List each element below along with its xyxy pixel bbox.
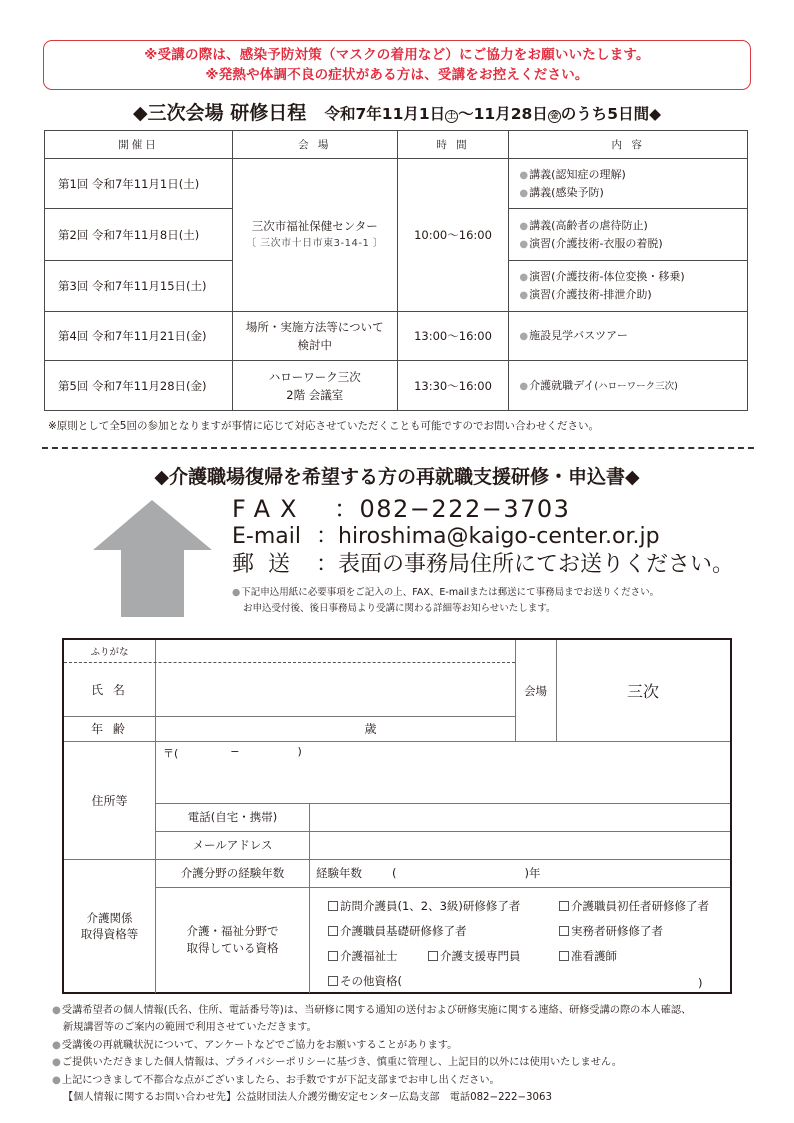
cert-checkbox-other[interactable] (328, 973, 402, 989)
venue-name: 三次市福祉保健センター (251, 219, 378, 233)
session-venue (232, 159, 397, 312)
session-date: 第4回 令和7年11月21日(金) (45, 312, 233, 361)
content-item: ● 講義(感染予防) (519, 184, 747, 202)
qualification-label (64, 859, 155, 993)
session-time: 13:30～16:00 (397, 361, 509, 411)
email-label: E-mail (232, 524, 301, 549)
post-label: 郵送 (232, 552, 305, 577)
fax-label: FAX (232, 495, 307, 523)
cert-other-close: ) (698, 976, 703, 990)
cert-checkbox-assistant-nurse[interactable] (559, 948, 617, 964)
contact-note: お申込受付後、後日事務局より受講に関わる詳細等お知らせいたします。 (243, 603, 556, 614)
content-item-main: 介護就職デイ (529, 378, 595, 392)
session-time: 10:00～16:00 (397, 159, 509, 312)
privacy-item: ● 受講希望者の個人情報(氏名、住所、電話番号等)は、当研修に関する通知の送付および研修実施に関する連絡、研修受講の際の本人確認、 (52, 1002, 772, 1019)
privacy-item: ● ご提供いただきました個人情報は、プライバシーポリシーに基づき、慎重に管理し、上記目的以外には使用いたしません。 (52, 1054, 772, 1071)
checkbox-icon[interactable] (328, 901, 338, 911)
session-date: 第2回 令和7年11月8日(土) (45, 209, 233, 261)
privacy-item: ● 上記につきまして不都合な点がございましたら、お手数ですが下記支部までお申し出ください。 (52, 1072, 772, 1089)
privacy-item-cont: 新規講習等のご案内の範囲で利用させていただきます。 (63, 1022, 317, 1034)
checkbox-icon[interactable] (559, 901, 569, 911)
content-item (519, 377, 747, 395)
checkbox-icon[interactable] (328, 926, 338, 936)
fax-line (232, 494, 734, 524)
table-row (45, 361, 748, 411)
notice-box (43, 40, 751, 90)
checkbox-icon[interactable] (559, 926, 569, 936)
session-venue (232, 361, 397, 411)
cert-checkbox-initial-training[interactable] (559, 898, 709, 914)
furigana-input[interactable] (156, 640, 515, 662)
session-content (509, 361, 748, 411)
phone-input[interactable] (310, 803, 730, 831)
postal-suffix: ) (297, 745, 302, 758)
session-date: 第5回 令和7年11月28日(金) (45, 361, 233, 411)
name-input[interactable] (156, 662, 515, 716)
phone-label: 電話(自宅・携帯) (187, 810, 278, 824)
cert-checkbox-basic-training[interactable] (328, 923, 467, 939)
cert-label: 准看護師 (571, 949, 617, 963)
session-content (509, 312, 748, 361)
qualification-label-line: 取得資格等 (80, 927, 139, 941)
table-row (45, 159, 748, 209)
cert-label: 介護支援専門員 (440, 949, 521, 963)
age-label: 年 齢 (91, 722, 128, 736)
privacy-contact: 【個人情報に関するお問い合わせ先】公益財団法人介護労働安定センター広島支部 電話082−222−3063 (63, 1092, 552, 1104)
content-item: ● 演習(介護技術-衣服の着脱) (519, 235, 747, 253)
schedule-range-end: のうち5日間◆ (560, 105, 661, 123)
content-item: ● 演習(介護技術-体位変換・移乗) (519, 268, 747, 286)
content-item: ● 講義(認知症の理解) (519, 166, 747, 184)
contact-note: ● 下記申込用紙に必要事項をご記入の上、FAX、E-mailまたは郵送にて事務局までお送りください。 (232, 585, 659, 601)
postal-dash: − (230, 745, 240, 758)
certification-label-line: 介護・福祉分野で (186, 924, 279, 938)
session-date: 第1回 令和7年11月1日(土) (45, 159, 233, 209)
content-item: ● 演習(介護技術-排泄介助) (519, 286, 747, 304)
cert-label: 介護職員初任者研修修了者 (571, 899, 709, 913)
up-arrow-shape (93, 500, 212, 617)
notice-line-fever: ※発熱や体調不良の症状がある方は、受講をお控えください。 (205, 67, 589, 83)
experience-input[interactable] (310, 859, 730, 887)
name-label: 氏 名 (91, 682, 128, 697)
day-badge-sat: 土 (445, 110, 458, 123)
cert-checkbox-care-worker[interactable] (328, 948, 398, 964)
application-form (62, 638, 732, 994)
schedule-header-row (45, 131, 748, 159)
table-row (45, 312, 748, 361)
cert-label: その他資格( (340, 974, 402, 988)
header-time: 時 間 (397, 131, 509, 159)
postal-prefix: 〒( (163, 747, 179, 760)
address-label: 住所等 (91, 793, 128, 808)
up-arrow-icon (93, 500, 213, 618)
session-time: 13:00～16:00 (397, 312, 509, 361)
cert-checkbox-care-manager[interactable] (428, 948, 521, 964)
venue-label: 会場 (524, 683, 547, 698)
schedule-title (40, 98, 754, 125)
contact-block (232, 494, 734, 579)
form-title: ◆介護職場復帰を希望する方の再就職支援研修・申込書◆ (154, 466, 640, 488)
contact-notes (232, 585, 659, 617)
certification-label (156, 887, 309, 993)
email-address[interactable]: ：hiroshima@kaigo-center.or.jp (316, 524, 660, 549)
experience-open: ( (392, 866, 397, 880)
qualification-label-line: 介護関係 (86, 911, 133, 925)
session-venue (232, 312, 397, 361)
experience-prefix: 経験年数 (316, 866, 362, 880)
venue-value: 三次 (626, 682, 659, 701)
schedule-title-main: ◆三次会場 研修日程 (132, 102, 307, 124)
session-content (509, 159, 748, 209)
venue-line: 場所・実施方法等について (245, 320, 384, 334)
content-item-sub: (ハローワーク三次) (594, 380, 678, 392)
cert-label: 介護福祉士 (340, 949, 398, 963)
email-line (232, 523, 734, 551)
venue-line: 検討中 (297, 338, 333, 352)
header-venue: 会 場 (232, 131, 397, 159)
experience-label: 介護分野の経験年数 (180, 866, 285, 880)
checkbox-icon[interactable] (559, 951, 569, 961)
checkbox-icon[interactable] (328, 951, 338, 961)
checkbox-icon[interactable] (428, 951, 438, 961)
experience-close: )年 (524, 866, 541, 880)
schedule-range-mid: ～11月28日 (458, 105, 548, 123)
age-input[interactable] (156, 716, 515, 741)
fax-number: ：082−222−3703 (334, 495, 571, 523)
email-input[interactable] (310, 831, 730, 859)
email-label: メールアドレス (192, 838, 273, 852)
header-content: 内 容 (509, 131, 748, 159)
cert-label: 介護職員基礎研修修了者 (340, 924, 467, 938)
notice-line-mask: ※受講の際は、感染予防対策（マスクの着用など）にご協力をお願いいたします。 (144, 47, 650, 63)
schedule-range-start: 令和7年11月1日 (324, 105, 446, 123)
session-content (509, 209, 748, 261)
cut-line-divider (42, 447, 754, 449)
address-input[interactable] (156, 741, 730, 803)
session-content (509, 261, 748, 312)
venue-line: ハローワーク三次 (268, 369, 361, 384)
day-badge-fri: 金 (548, 110, 561, 123)
content-item: ● 講義(高齢者の虐待防止) (519, 217, 747, 235)
checkbox-icon[interactable] (328, 976, 338, 986)
post-line (232, 551, 734, 579)
cert-label: 訪問介護員(1、2、3級)研修修了者 (340, 899, 521, 913)
cert-label: 実務者研修修了者 (571, 924, 663, 938)
age-unit: 歳 (364, 722, 377, 736)
cert-checkbox-home-helper[interactable] (328, 898, 520, 914)
privacy-item: ● 受講後の再就職状況について、アンケートなどでご協力をお願いすることがあります。 (52, 1037, 772, 1054)
session-date: 第3回 令和7年11月15日(土) (45, 261, 233, 312)
venue-address: 〔 三次市十日市東3-14-1 〕 (246, 238, 384, 249)
content-item: ● 施設見学バスツアー (519, 327, 747, 345)
post-instruction: ：表面の事務局住所にてお送りください。 (316, 552, 735, 577)
cert-checkbox-practitioner-training[interactable] (559, 923, 663, 939)
schedule-table (44, 130, 748, 411)
schedule-note: ※原則として全5回の参加となりますが事情に応じて対応させていただくことも可能ですのでお問い合わせください。 (48, 420, 599, 432)
venue-line: 2階 会議室 (286, 387, 344, 402)
privacy-notes (52, 1002, 772, 1106)
certification-label-line: 取得している資格 (186, 941, 279, 955)
furigana-label: ふりがな (90, 647, 129, 658)
header-date: 開催日 (45, 131, 233, 159)
